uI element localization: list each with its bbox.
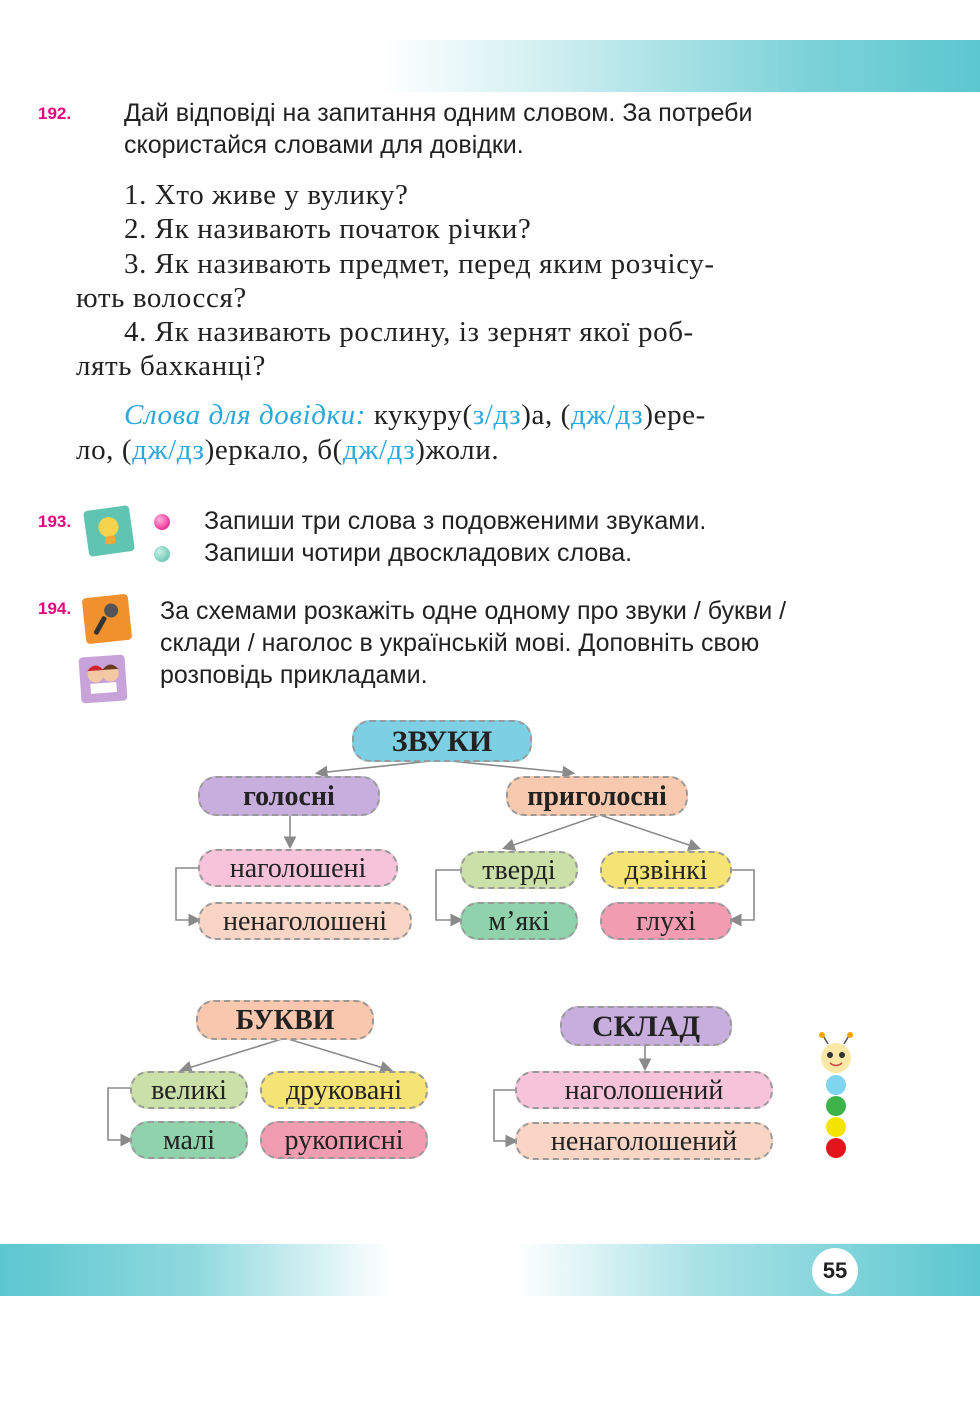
voiced-consonants-node: дзвінкі [600,851,732,889]
question-4-line1: 4. Як називають рослину, із зернят якої роб- [124,316,694,348]
voiceless-consonants-node: глухі [600,902,732,940]
help-text: )а, ( [521,399,571,431]
printed-letters-node: друковані [260,1071,428,1109]
ex194-line3: розповідь прикладами. [160,661,428,689]
handwritten-letters-node: рукописні [260,1121,428,1159]
help-text: )ере- [643,399,706,431]
ex192-intro-line2: скористайся словами для довідки. [124,131,524,159]
help-variant: з/дз [472,399,522,431]
unstressed-syllable-node: ненаголошений [515,1122,773,1160]
exercise-number-192: 192. [38,104,72,123]
ex193-task1: Запиши три слова з подовженими звуками. [204,507,707,535]
help-text: кукуру( [373,399,473,431]
footer-band-right [515,1244,980,1296]
help-text: ло, ( [76,434,133,466]
help-text: )еркало, б( [204,434,343,466]
letters-root-node: БУКВИ [196,1000,374,1040]
sounds-root-node: ЗВУКИ [352,720,532,762]
help-variant: дж/дз [342,434,416,466]
ex194-line2: склади / наголос в українській мові. Доповніть свою [160,629,760,657]
question-4-line2: лять бахканці? [76,350,266,382]
unstressed-vowels-node: ненаголошені [198,902,412,940]
stressed-syllable-node: наголошений [515,1071,773,1109]
exercise-number-193: 193. [38,512,72,531]
stressed-vowels-node: наголошені [198,849,398,887]
question-3-line1: 3. Як називають предмет, перед яким розчісу- [124,248,715,280]
ex193-task2: Запиши чотири двоскладових слова. [204,539,633,567]
soft-consonants-node: м’які [460,902,578,940]
hard-consonants-node: тверді [460,851,578,889]
caterpillar-mascot-icon [808,1032,864,1162]
footer-band-left [0,1244,390,1296]
capital-letters-node: великі [130,1071,248,1109]
help-text: )жоли. [415,434,500,466]
syllable-root-node: СКЛАД [560,1006,732,1046]
ex192-intro-line1: Дай відповіді на запитання одним словом. За потреби [124,99,753,127]
small-letters-node: малі [130,1121,248,1159]
help-words-label: Слова для довідки: [124,399,367,431]
help-variant: дж/дз [570,399,644,431]
vowels-node: голосні [198,776,380,816]
question-3-line2: ють волосся? [76,282,247,314]
ex194-line1: За схемами розкажіть одне одному про звуки / букви / [160,597,787,625]
question-1: 1. Хто живе у вулику? [124,179,409,211]
consonants-node: приголосні [506,776,688,816]
question-2: 2. Як називають початок річки? [124,213,532,245]
exercise-number-194: 194. [38,599,72,618]
help-variant: дж/дз [132,434,205,466]
page-number: 55 [812,1248,858,1294]
